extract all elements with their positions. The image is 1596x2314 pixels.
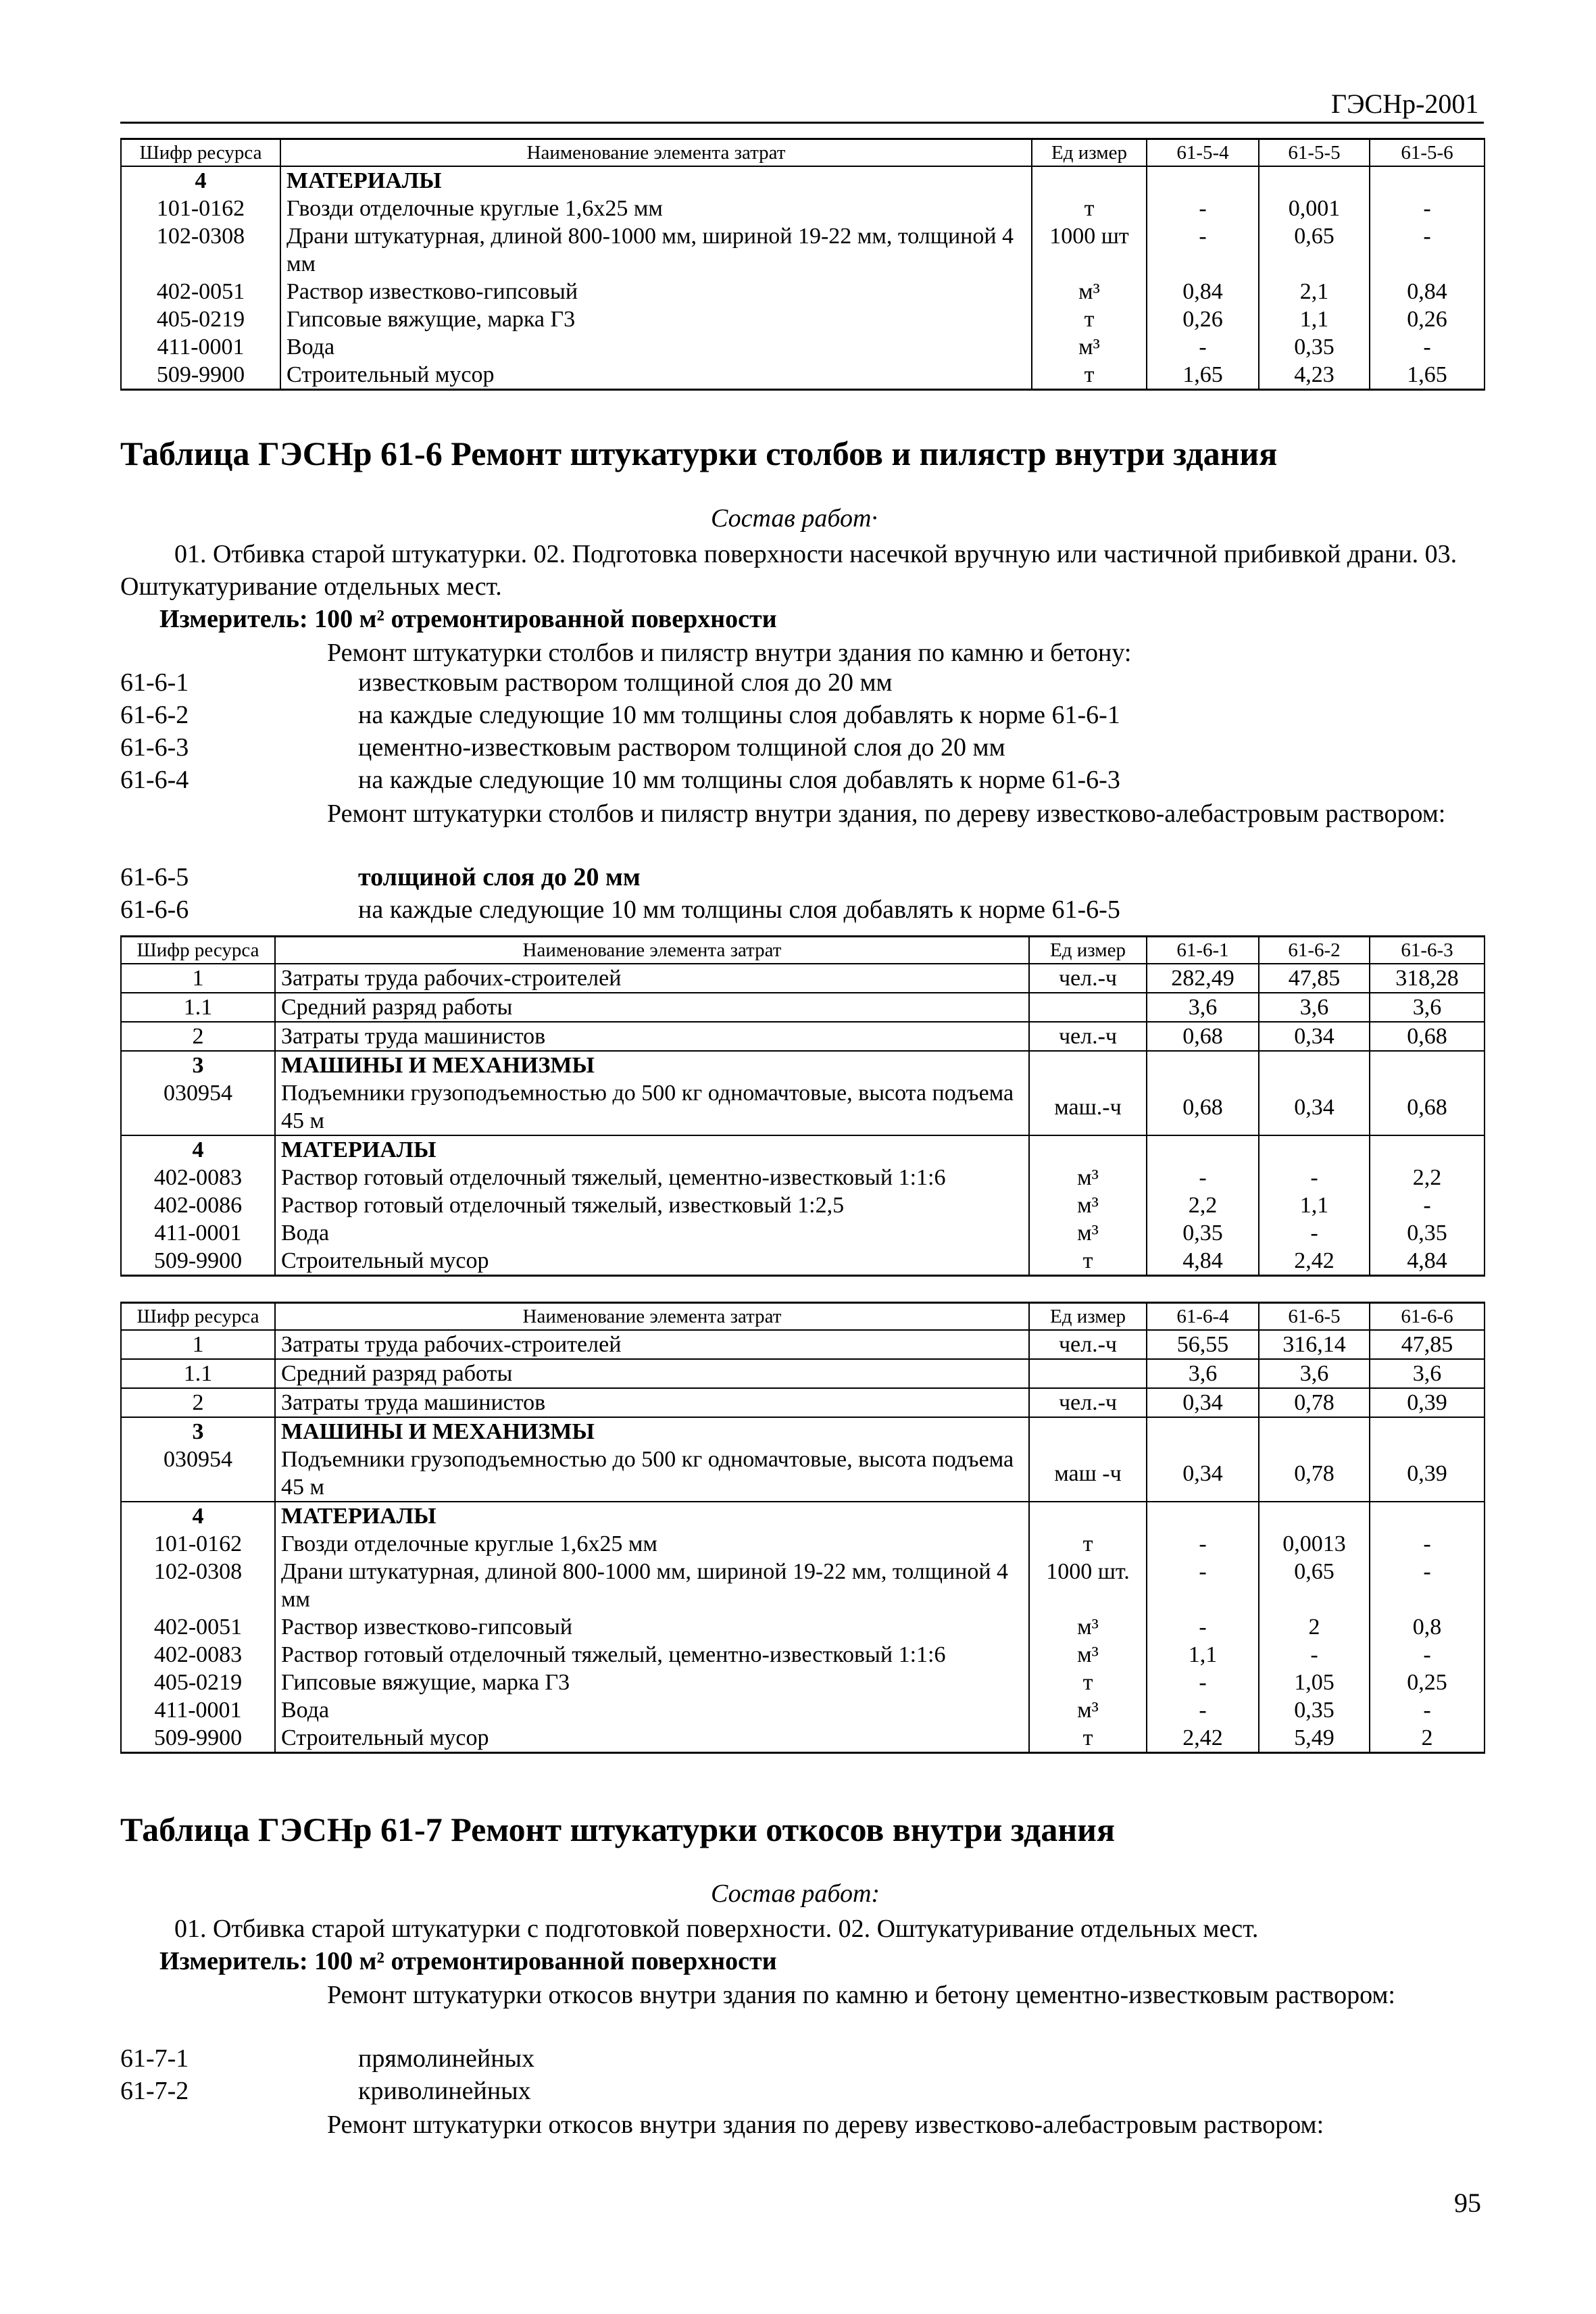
unit: т <box>1032 305 1147 333</box>
unit: 1000 шт. <box>1029 1558 1147 1613</box>
cost-element: МАТЕРИАЛЫ <box>275 1135 1029 1164</box>
value <box>1147 1502 1259 1530</box>
cost-element: Драни штукатурная, длиной 800-1000 мм, шириной 19-22 мм, толщиной 4 мм <box>280 222 1032 278</box>
table-row <box>121 1359 1485 1388</box>
resource-code: 3 <box>121 1417 275 1446</box>
unit <box>1029 1502 1147 1530</box>
value: 0,34 <box>1147 1446 1259 1502</box>
resource-code: 402-0086 <box>121 1191 275 1219</box>
norm-code: 61-6-2 <box>120 701 189 729</box>
header-code: Шифр ресурса <box>121 937 275 964</box>
value: 3,6 <box>1259 993 1370 1022</box>
table-row <box>121 1164 1485 1191</box>
cost-table-61-6-b <box>120 1302 1485 1754</box>
resource-code: 2 <box>121 1388 275 1417</box>
value <box>1370 1502 1485 1530</box>
value <box>1147 1417 1259 1446</box>
value: 3,6 <box>1259 1359 1370 1388</box>
value <box>1370 1051 1485 1079</box>
table-row <box>121 333 1485 361</box>
resource-code: 411-0001 <box>121 1219 275 1247</box>
table-header-row <box>121 139 1485 167</box>
cost-element: Драни штукатурная, длиной 800-1000 мм, шириной 19-22 мм, толщиной 4 мм <box>275 1558 1029 1613</box>
resource-code: 402-0051 <box>121 1613 275 1641</box>
value: 0,65 <box>1259 222 1370 278</box>
unit <box>1029 1051 1147 1079</box>
resource-code: 2 <box>121 1022 275 1051</box>
value: - <box>1147 1613 1259 1641</box>
value: - <box>1370 1530 1485 1558</box>
cost-element: Строительный мусор <box>275 1247 1029 1276</box>
unit <box>1029 1359 1147 1388</box>
table-row <box>121 1696 1485 1724</box>
cost-element: МАШИНЫ И МЕХАНИЗМЫ <box>275 1417 1029 1446</box>
value: 2,2 <box>1370 1164 1485 1191</box>
unit: м³ <box>1029 1613 1147 1641</box>
value: 1,1 <box>1259 305 1370 333</box>
cost-element: Гвозди отделочные круглые 1,6х25 мм <box>275 1530 1029 1558</box>
value: 4,84 <box>1147 1247 1259 1276</box>
header-unit: Ед измер <box>1032 139 1147 167</box>
resource-code: 101-0162 <box>121 1530 275 1558</box>
table-header-row <box>121 1303 1485 1331</box>
value: 2,42 <box>1259 1247 1370 1276</box>
table-row <box>121 1191 1485 1219</box>
cost-element: Затраты труда рабочих-строителей <box>275 1330 1029 1359</box>
header-unit: Ед измер <box>1029 1303 1147 1331</box>
norm-code: 61-6-3 <box>120 733 189 762</box>
value: 0,65 <box>1259 1558 1370 1613</box>
norm-code: 61-6-5 <box>120 863 189 891</box>
resource-code: 4 <box>121 1135 275 1164</box>
value: - <box>1147 1164 1259 1191</box>
value: 0,35 <box>1147 1219 1259 1247</box>
value: 316,14 <box>1259 1330 1370 1359</box>
unit: т <box>1029 1530 1147 1558</box>
header-norm: 61-5-6 <box>1370 139 1485 167</box>
value: 0,35 <box>1370 1219 1485 1247</box>
value: 2 <box>1259 1613 1370 1641</box>
table-row <box>121 305 1485 333</box>
running-header: ГЭСНр-2001 <box>1331 89 1479 119</box>
header-name: Наименование элемента затрат <box>275 1303 1029 1331</box>
table-row <box>121 1079 1485 1135</box>
cost-element: Затраты труда машинистов <box>275 1022 1029 1051</box>
unit: чел.-ч <box>1029 1022 1147 1051</box>
value: 0,35 <box>1259 1696 1370 1724</box>
resource-code: 405-0219 <box>121 305 280 333</box>
value: - <box>1370 1696 1485 1724</box>
value: 2,2 <box>1147 1191 1259 1219</box>
header-norm: 61-6-4 <box>1147 1303 1259 1331</box>
value <box>1259 1502 1370 1530</box>
section-title-61-7: Таблица ГЭСНр 61-7 Ремонт штукатурки откосов внутри здания <box>120 1811 1115 1848</box>
value: - <box>1370 1191 1485 1219</box>
work-description: Ремонт штукатурки откосов внутри здания по дереву известково-алебастровым раствором: <box>327 2111 1324 2139</box>
resource-code: 402-0083 <box>121 1641 275 1669</box>
resource-code: 101-0162 <box>121 195 280 222</box>
norm-item: на каждые следующие 10 мм толщины слоя добавлять к норме 61-6-1 <box>358 701 1120 729</box>
table-row <box>121 964 1485 993</box>
value: 3,6 <box>1370 993 1485 1022</box>
measure-value: 100 м² отремонтированной поверхности <box>314 605 777 633</box>
cost-element: МАТЕРИАЛЫ <box>280 166 1032 195</box>
unit <box>1029 1417 1147 1446</box>
value: 3,6 <box>1370 1359 1485 1388</box>
cost-element: Гипсовые вяжущие, марка Г3 <box>275 1669 1029 1696</box>
value: - <box>1370 1558 1485 1613</box>
value: 318,28 <box>1370 964 1485 993</box>
value: 4,23 <box>1259 361 1370 390</box>
value: - <box>1370 222 1485 278</box>
table-header-row <box>121 937 1485 964</box>
value: 0,8 <box>1370 1613 1485 1641</box>
resource-code: 411-0001 <box>121 1696 275 1724</box>
cost-element: Средний разряд работы <box>275 1359 1029 1388</box>
unit: т <box>1029 1247 1147 1276</box>
unit: м³ <box>1029 1219 1147 1247</box>
unit <box>1029 1135 1147 1164</box>
cost-element: Затраты труда рабочих-строителей <box>275 964 1029 993</box>
norm-item: цементно-известковым раствором толщиной слоя до 20 мм <box>358 733 1005 762</box>
value: 0,68 <box>1147 1022 1259 1051</box>
composition-text: 01. Отбивка старой штукатурки с подготовкой поверхности. 02. Оштукатуривание отдельных мест. <box>174 1915 1259 1943</box>
page-number: 95 <box>1454 2188 1481 2218</box>
value: - <box>1147 1669 1259 1696</box>
value: 56,55 <box>1147 1330 1259 1359</box>
value: 1,1 <box>1259 1191 1370 1219</box>
unit: чел.-ч <box>1029 1330 1147 1359</box>
value: 4,84 <box>1370 1247 1485 1276</box>
value: 0,0013 <box>1259 1530 1370 1558</box>
table-row <box>121 1502 1485 1530</box>
unit: м³ <box>1029 1164 1147 1191</box>
unit: м³ <box>1032 278 1147 305</box>
norm-code: 61-6-1 <box>120 668 189 697</box>
value: 2,1 <box>1259 278 1370 305</box>
value: - <box>1147 1530 1259 1558</box>
table-row <box>121 222 1485 278</box>
unit: чел.-ч <box>1029 964 1147 993</box>
value: - <box>1147 222 1259 278</box>
header-name: Наименование элемента затрат <box>275 937 1029 964</box>
header-code: Шифр ресурса <box>121 1303 275 1331</box>
unit: т <box>1032 361 1147 390</box>
resource-code: 402-0083 <box>121 1164 275 1191</box>
table-row <box>121 1219 1485 1247</box>
table-row <box>121 1446 1485 1502</box>
cost-table-61-5 <box>120 138 1485 391</box>
norm-code: 61-7-1 <box>120 2044 189 2073</box>
cost-element: МАТЕРИАЛЫ <box>275 1502 1029 1530</box>
value: 0,68 <box>1147 1079 1259 1135</box>
measure-line <box>159 604 777 634</box>
header-norm: 61-5-5 <box>1259 139 1370 167</box>
value: 0,26 <box>1370 305 1485 333</box>
value: 0,78 <box>1259 1388 1370 1417</box>
value: 0,84 <box>1370 278 1485 305</box>
norm-code: 61-7-2 <box>120 2077 189 2105</box>
header-norm: 61-6-2 <box>1259 937 1370 964</box>
table-row <box>121 1330 1485 1359</box>
value <box>1370 166 1485 195</box>
value: 0,34 <box>1147 1388 1259 1417</box>
value: 0,35 <box>1259 333 1370 361</box>
value: - <box>1259 1219 1370 1247</box>
composition-text: 01. Отбивка старой штукатурки. 02. Подготовка поверхности насечкой вручную или частичной прибивкой драни. 03. Оштукатуривание отдельных мест. <box>120 540 1457 601</box>
value: 3,6 <box>1147 1359 1259 1388</box>
value: 0,25 <box>1370 1669 1485 1696</box>
norm-code: 61-6-6 <box>120 895 189 924</box>
header-norm: 61-6-6 <box>1370 1303 1485 1331</box>
value: 2 <box>1370 1724 1485 1753</box>
cost-element: Раствор готовый отделочный тяжелый, известковый 1:2,5 <box>275 1191 1029 1219</box>
unit: 1000 шт <box>1032 222 1147 278</box>
value <box>1259 1135 1370 1164</box>
value: 0,34 <box>1259 1022 1370 1051</box>
value <box>1370 1135 1485 1164</box>
cost-element: МАШИНЫ И МЕХАНИЗМЫ <box>275 1051 1029 1079</box>
value: 1,65 <box>1370 361 1485 390</box>
resource-code: 102-0308 <box>121 1558 275 1613</box>
resource-code: 030954 <box>121 1446 275 1502</box>
table-row <box>121 1558 1485 1613</box>
cost-table-61-6-a <box>120 935 1485 1277</box>
table-row <box>121 1247 1485 1276</box>
table-row <box>121 1051 1485 1079</box>
cost-element: Строительный мусор <box>275 1724 1029 1753</box>
work-description: Ремонт штукатурки столбов и пилястр внутри здания по камню и бетону: <box>327 639 1132 667</box>
value: 5,49 <box>1259 1724 1370 1753</box>
value <box>1370 1417 1485 1446</box>
value: - <box>1259 1164 1370 1191</box>
header-rule <box>120 122 1484 124</box>
unit: чел.-ч <box>1029 1388 1147 1417</box>
value <box>1259 166 1370 195</box>
value: 1,05 <box>1259 1669 1370 1696</box>
resource-code: 102-0308 <box>121 222 280 278</box>
resource-code: 1.1 <box>121 993 275 1022</box>
value: 47,85 <box>1370 1330 1485 1359</box>
resource-code: 4 <box>121 1502 275 1530</box>
unit <box>1032 166 1147 195</box>
norm-item: на каждые следующие 10 мм толщины слоя добавлять к норме 61-6-5 <box>358 895 1120 924</box>
value <box>1259 1417 1370 1446</box>
value: 0,84 <box>1147 278 1259 305</box>
resource-code: 509-9900 <box>121 1247 275 1276</box>
unit: т <box>1029 1669 1147 1696</box>
work-description: Ремонт штукатурки столбов и пилястр внутри здания, по дереву известково-алебастровым раствором: <box>327 799 1446 828</box>
measure-value: 100 м² отремонтированной поверхности <box>314 1947 777 1975</box>
unit: т <box>1032 195 1147 222</box>
table-row <box>121 1388 1485 1417</box>
value <box>1147 1135 1259 1164</box>
cost-element: Раствор готовый отделочный тяжелый, цементно-известковый 1:1:6 <box>275 1164 1029 1191</box>
value <box>1259 1051 1370 1079</box>
unit: маш.-ч <box>1029 1079 1147 1135</box>
norm-item: криволинейных <box>358 2077 531 2105</box>
header-norm: 61-5-4 <box>1147 139 1259 167</box>
measure-line <box>159 1946 777 1976</box>
table-row <box>121 1135 1485 1164</box>
cost-element: Раствор известково-гипсовый <box>275 1613 1029 1641</box>
cost-element: Раствор готовый отделочный тяжелый, цементно-известковый 1:1:6 <box>275 1641 1029 1669</box>
cost-element: Раствор известково-гипсовый <box>280 278 1032 305</box>
value: 0,68 <box>1370 1079 1485 1135</box>
header-norm: 61-6-1 <box>1147 937 1259 964</box>
unit: м³ <box>1029 1641 1147 1669</box>
cost-element: Вода <box>275 1696 1029 1724</box>
table-row <box>121 1613 1485 1641</box>
header-name: Наименование элемента затрат <box>280 139 1032 167</box>
header-norm: 61-6-3 <box>1370 937 1485 964</box>
value: 0,26 <box>1147 305 1259 333</box>
value: - <box>1147 195 1259 222</box>
resource-code: 402-0051 <box>121 278 280 305</box>
unit: т <box>1029 1724 1147 1753</box>
norm-item: известковым раствором толщиной слоя до 20 мм <box>358 668 893 697</box>
norm-code: 61-6-4 <box>120 766 189 794</box>
header-code: Шифр ресурса <box>121 139 280 167</box>
cost-element: Вода <box>275 1219 1029 1247</box>
value <box>1147 1051 1259 1079</box>
header-norm: 61-6-5 <box>1259 1303 1370 1331</box>
resource-code: 1.1 <box>121 1359 275 1388</box>
resource-code: 509-9900 <box>121 1724 275 1753</box>
resource-code: 1 <box>121 964 275 993</box>
unit: маш -ч <box>1029 1446 1147 1502</box>
resource-code: 030954 <box>121 1079 275 1135</box>
unit: м³ <box>1032 333 1147 361</box>
value: - <box>1259 1641 1370 1669</box>
unit: м³ <box>1029 1696 1147 1724</box>
table-row <box>121 1417 1485 1446</box>
composition-title: Состав работ: <box>711 1879 880 1908</box>
cost-element: Подъемники грузоподъемностью до 500 кг одномачтовые, высота подъема 45 м <box>275 1079 1029 1135</box>
value: - <box>1147 1558 1259 1613</box>
table-row <box>121 1022 1485 1051</box>
value: 0,68 <box>1370 1022 1485 1051</box>
norm-item: на каждые следующие 10 мм толщины слоя добавлять к норме 61-6-3 <box>358 766 1120 794</box>
table-row <box>121 166 1485 195</box>
table-row <box>121 1530 1485 1558</box>
resource-code: 4 <box>121 166 280 195</box>
table-row <box>121 1641 1485 1669</box>
resource-code: 405-0219 <box>121 1669 275 1696</box>
measure-label: Измеритель: <box>159 605 308 633</box>
value: 1,1 <box>1147 1641 1259 1669</box>
resource-code: 411-0001 <box>121 333 280 361</box>
measure-label: Измеритель: <box>159 1947 308 1975</box>
table-row <box>121 993 1485 1022</box>
header-unit: Ед измер <box>1029 937 1147 964</box>
value: 47,85 <box>1259 964 1370 993</box>
table-row <box>121 361 1485 390</box>
value: 282,49 <box>1147 964 1259 993</box>
value: - <box>1370 333 1485 361</box>
cost-element: Гипсовые вяжущие, марка Г3 <box>280 305 1032 333</box>
unit <box>1029 993 1147 1022</box>
value: 0,39 <box>1370 1388 1485 1417</box>
value: - <box>1147 1696 1259 1724</box>
resource-code: 1 <box>121 1330 275 1359</box>
table-row <box>121 278 1485 305</box>
norm-item: прямолинейных <box>358 2044 535 2073</box>
value: - <box>1147 333 1259 361</box>
unit: м³ <box>1029 1191 1147 1219</box>
table-row <box>121 1669 1485 1696</box>
cost-element: Гвозди отделочные круглые 1,6х25 мм <box>280 195 1032 222</box>
table-row <box>121 195 1485 222</box>
value: 1,65 <box>1147 361 1259 390</box>
cost-element: Подъемники грузоподъемностью до 500 кг одномачтовые, высота подъема 45 м <box>275 1446 1029 1502</box>
cost-element: Вода <box>280 333 1032 361</box>
work-description: Ремонт штукатурки откосов внутри здания по камню и бетону цементно-известковым раствором: <box>327 1981 1395 2009</box>
resource-code: 3 <box>121 1051 275 1079</box>
resource-code: 509-9900 <box>121 361 280 390</box>
value: - <box>1370 195 1485 222</box>
value <box>1147 166 1259 195</box>
value: 0,34 <box>1259 1079 1370 1135</box>
section-title-61-6: Таблица ГЭСНр 61-6 Ремонт штукатурки столбов и пилястр внутри здания <box>120 435 1278 472</box>
value: 0,78 <box>1259 1446 1370 1502</box>
composition-title: Состав работ· <box>711 504 878 533</box>
value: 0,001 <box>1259 195 1370 222</box>
cost-element: Строительный мусор <box>280 361 1032 390</box>
value: 0,39 <box>1370 1446 1485 1502</box>
table-row <box>121 1724 1485 1753</box>
cost-element: Затраты труда машинистов <box>275 1388 1029 1417</box>
value: 2,42 <box>1147 1724 1259 1753</box>
value: - <box>1370 1641 1485 1669</box>
value: 3,6 <box>1147 993 1259 1022</box>
norm-item: толщиной слоя до 20 мм <box>358 863 641 891</box>
cost-element: Средний разряд работы <box>275 993 1029 1022</box>
